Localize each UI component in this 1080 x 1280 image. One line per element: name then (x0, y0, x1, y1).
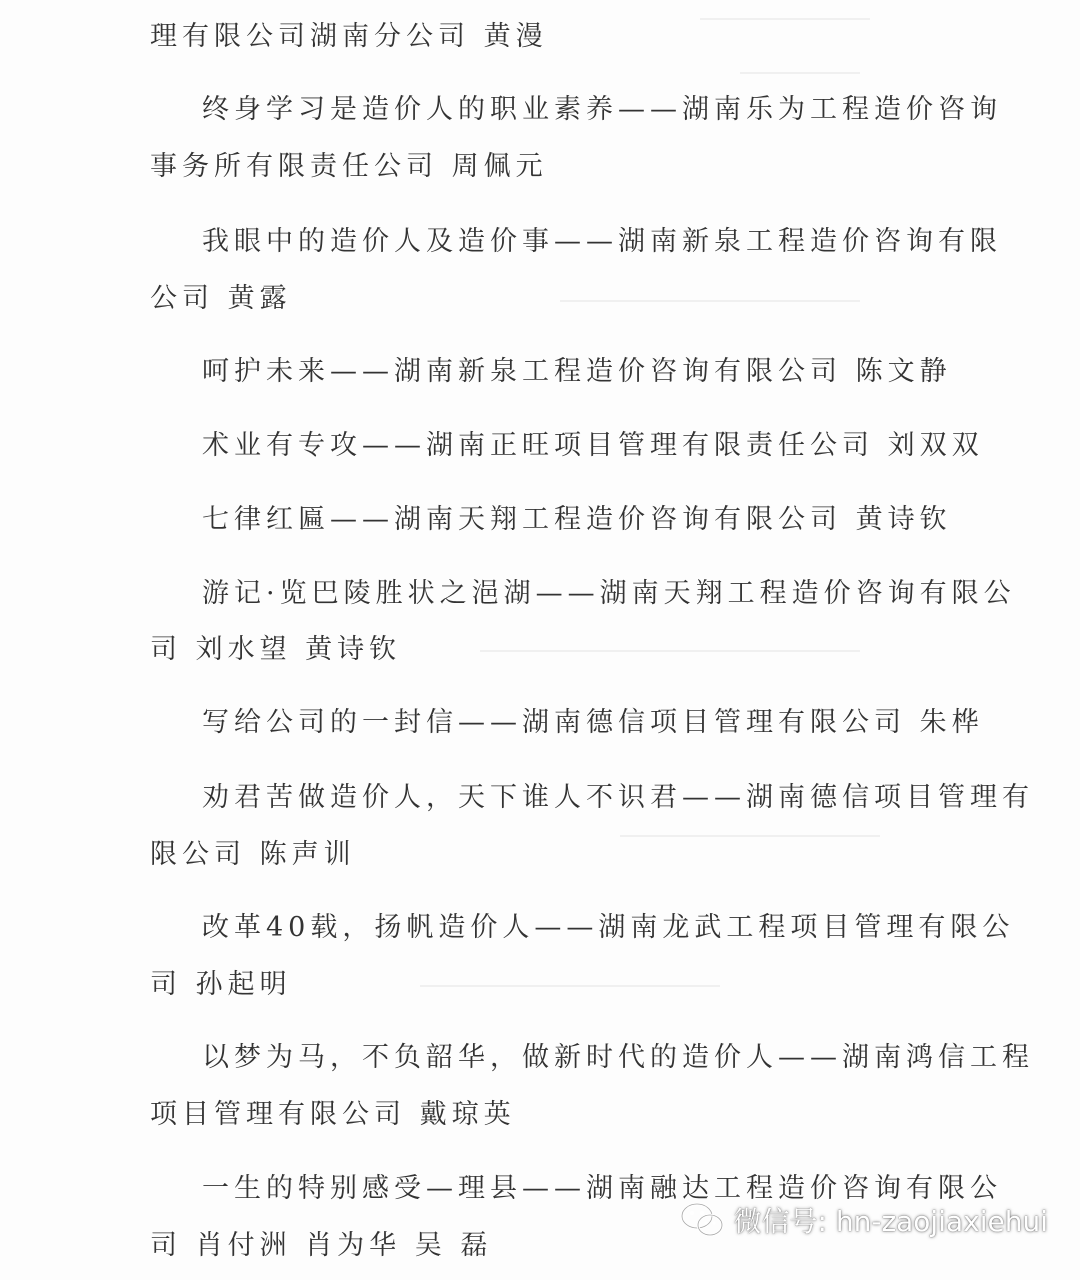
text-line: 理有限公司湖南分公司 黄漫 (150, 21, 548, 52)
show-through-mark (740, 72, 860, 74)
text-line: 司 肖付洲 肖为华 吴 磊 (150, 1230, 493, 1261)
show-through-mark (420, 985, 720, 987)
text-line: 事务所有限责任公司 周佩元 (150, 151, 548, 182)
text-line: 改革40载，扬帆造价人——湖南龙武工程项目管理有限公 (202, 912, 1015, 943)
text-line: 写给公司的一封信——湖南德信项目管理有限公司 朱桦 (202, 707, 984, 738)
watermark-text: 微信号: hn-zaojiaxiehui (733, 1205, 1048, 1238)
text-line: 劝君苦做造价人，天下谁人不识君——湖南德信项目管理有 (202, 782, 1034, 813)
text-line: 呵护未来——湖南新泉工程造价咨询有限公司 陈文静 (202, 356, 952, 387)
text-line: 游记·览巴陵胜状之浥湖——湖南天翔工程造价咨询有限公 (202, 578, 1016, 609)
text-line: 限公司 陈声训 (150, 839, 356, 870)
text-line: 项目管理有限公司 戴琼英 (150, 1099, 516, 1130)
text-line: 司 孙起明 (150, 969, 292, 1000)
text-line: 七律红匾——湖南天翔工程造价咨询有限公司 黄诗钦 (202, 504, 952, 535)
text-line: 以梦为马，不负韶华，做新时代的造价人——湖南鸿信工程 (202, 1042, 1034, 1073)
show-through-mark (620, 835, 880, 837)
text-line: 公司 黄露 (150, 283, 292, 314)
wechat-icon (680, 1202, 724, 1238)
show-through-mark (700, 18, 870, 20)
text-line: 一生的特别感受—理县——湖南融达工程造价咨询有限公 (202, 1173, 1002, 1204)
text-line: 术业有专攻——湖南正旺项目管理有限责任公司 刘双双 (202, 430, 984, 461)
show-through-mark (480, 650, 860, 652)
text-line: 我眼中的造价人及造价事——湖南新泉工程造价咨询有限 (202, 226, 1002, 257)
text-line: 终身学习是造价人的职业素养——湖南乐为工程造价咨询 (202, 94, 1002, 125)
text-line: 司 刘水望 黄诗钦 (150, 634, 402, 665)
show-through-mark (560, 300, 860, 302)
wechat-watermark (680, 1200, 1048, 1240)
